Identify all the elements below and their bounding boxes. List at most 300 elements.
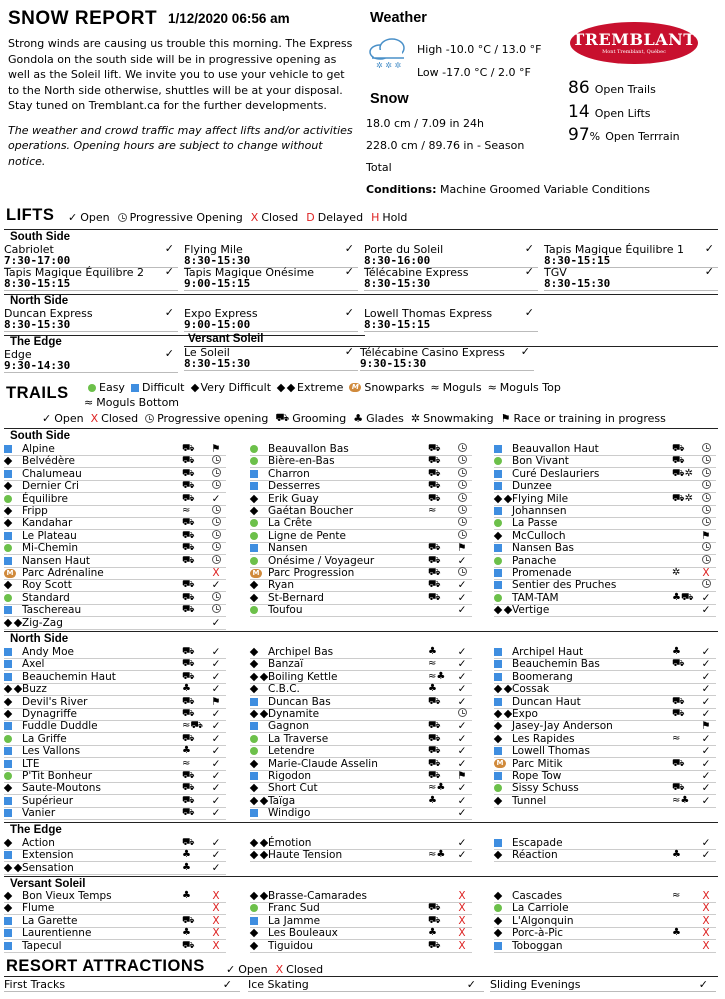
trail-item (494, 770, 716, 783)
weather-heading: Weather (370, 10, 427, 26)
trail-difficulty (4, 443, 22, 455)
trail-condition-icons: ♣ (182, 849, 191, 861)
clock-icon (700, 517, 712, 529)
trail-status: ✓ (701, 794, 711, 807)
trail-item (250, 542, 472, 555)
trail-name: Andy Moe (22, 646, 74, 658)
legend-moguls-bottom: ≈ Moguls Bottom (84, 396, 180, 409)
lift-hours: 8:30-15:30 (4, 318, 71, 331)
trail-status: ✓ (457, 579, 467, 592)
lift-name: Porte du Soleil (364, 243, 444, 256)
trail-name: Toboggan (512, 939, 563, 952)
trail-name: P'Tit Bonheur (22, 770, 93, 782)
easy-circle-icon (494, 784, 502, 792)
difficult-square-icon (4, 722, 12, 730)
trail-item (494, 579, 716, 592)
trail-difficulty (4, 646, 22, 658)
stat-number: 86 (568, 78, 590, 98)
double-diamond-icon (494, 686, 511, 692)
legend-easy: Easy (88, 381, 125, 394)
trail-difficulty (4, 915, 22, 927)
trail-item (494, 927, 716, 940)
stat-number: 14 (568, 102, 590, 122)
trail-difficulty (494, 890, 512, 902)
conditions-value: Machine Groomed Variable Conditions (439, 183, 650, 196)
trail-difficulty (494, 696, 512, 708)
trail-condition-icons: ⛟ (182, 467, 195, 479)
clock-icon (700, 468, 712, 480)
lift-item (364, 307, 538, 332)
trail-difficulty (250, 745, 268, 757)
black-diamond-icon (4, 482, 12, 490)
trail-status: ✓ (211, 646, 221, 658)
trail-name: La Crête (268, 517, 313, 530)
clock-icon (210, 468, 222, 480)
clock-icon (210, 604, 222, 616)
snow-total: Total (366, 161, 392, 174)
lift-hours: 8:30-15:30 (364, 277, 431, 290)
trail-status: ⚑ (457, 770, 467, 782)
trail-status: ✓ (701, 695, 711, 708)
status-check-icon: ✓ (344, 242, 354, 255)
trail-difficulty (250, 708, 268, 720)
legend-snowmaking: ✲ Snowmaking (410, 412, 494, 425)
trail-status: X (458, 914, 466, 927)
trail-difficulty (250, 567, 268, 579)
trail-name: Beauvallon Bas (268, 443, 349, 455)
trail-condition-icons: ⛟ (428, 720, 441, 732)
trail-difficulty (494, 567, 512, 579)
double-diamond-icon (250, 852, 267, 858)
trail-difficulty (494, 592, 512, 604)
trail-difficulty (4, 862, 22, 874)
trail-name: Toufou (268, 604, 303, 617)
clock-icon (210, 555, 222, 567)
trail-difficulty (494, 555, 512, 567)
trail-condition-icons: ♣ (672, 646, 681, 657)
trail-difficulty (250, 443, 268, 455)
difficult-square-icon (4, 917, 12, 925)
difficult-square-icon (4, 445, 12, 453)
trail-item (494, 480, 716, 493)
trail-status: ✓ (457, 745, 467, 758)
weather-low: Low -17.0 °C / 2.0 °F (417, 66, 531, 79)
trail-name: Supérieur (22, 794, 74, 807)
double-diamond-icon (4, 620, 21, 626)
trail-status: ✓ (457, 837, 467, 849)
trail-name: Taschereau (22, 604, 82, 617)
cloud-snow-icon (366, 36, 410, 72)
difficult-square-icon (250, 482, 258, 490)
status-check-icon: ✓ (704, 265, 714, 278)
trail-difficulty (250, 733, 268, 745)
difficult-square-icon (4, 606, 12, 614)
double-diamond-icon (4, 686, 21, 692)
clock-icon (700, 555, 712, 567)
grooming-icon: ⛟ (275, 411, 290, 424)
trail-name: Porc-à-Pic (512, 927, 564, 940)
trail-difficulty (494, 902, 512, 914)
trail-difficulty (494, 530, 512, 542)
black-diamond-icon (4, 710, 12, 718)
trail-status: ⚑ (211, 443, 221, 455)
trail-difficulty (494, 745, 512, 757)
trail-name: Erik Guay (268, 492, 319, 505)
trail-item (494, 890, 716, 903)
trail-difficulty (494, 505, 512, 517)
trail-name: Archipel Bas (268, 646, 334, 658)
clock-icon (210, 517, 222, 529)
lift-name: Tapis Magique Équilibre 1 (544, 243, 684, 256)
black-diamond-icon (494, 929, 502, 937)
clock-icon (700, 542, 712, 554)
trail-status: ✓ (457, 720, 467, 733)
trail-difficulty (250, 837, 268, 849)
attraction-name: First Tracks (4, 978, 66, 991)
trail-status: ✓ (211, 670, 221, 683)
trail-difficulty (250, 505, 268, 517)
trail-status: ✓ (701, 837, 711, 849)
lift-hours: 9:30-14:30 (4, 359, 71, 372)
trail-condition-icons: ⛟ (428, 770, 441, 781)
trail-name: Zig-Zag (22, 616, 63, 629)
trail-condition-icons: ⛟ (182, 542, 195, 554)
trail-item (4, 567, 226, 580)
trail-condition-icons: ⛟ (428, 567, 441, 578)
trail-condition-icons: ⛟ (428, 480, 441, 492)
trail-item (4, 455, 226, 468)
trail-name: Dernier Cri (22, 480, 79, 493)
trail-name: Brasse-Camarades (268, 890, 367, 902)
trail-status: ⚑ (701, 720, 711, 733)
difficult-square-icon (4, 470, 12, 478)
trail-difficulty (4, 770, 22, 782)
lift-item (4, 266, 178, 291)
trail-item (494, 837, 716, 850)
trail-name: Desserres (268, 480, 321, 493)
trail-item (250, 745, 472, 758)
difficult-square-icon (4, 809, 12, 817)
trail-status: X (458, 902, 466, 915)
trail-difficulty (250, 782, 268, 794)
logo-sub: Mont Tremblant, Québec (602, 49, 666, 55)
trail-difficulty (4, 807, 22, 819)
clock-icon (456, 443, 468, 455)
trail-item (250, 579, 472, 592)
lift-name: Télécabine Express (364, 266, 469, 279)
trail-name: St-Bernard (268, 591, 324, 604)
status-check-icon: ✓ (344, 345, 354, 358)
trail-difficulty (250, 696, 268, 708)
lift-item (184, 243, 358, 268)
trail-name: Gagnon (268, 720, 309, 733)
trail-difficulty (494, 493, 512, 505)
trail-item (250, 604, 472, 617)
difficult-square-icon (494, 772, 502, 780)
black-diamond-icon (494, 532, 502, 540)
easy-circle-icon (250, 457, 258, 465)
trail-name: Chalumeau (22, 467, 82, 480)
trail-difficulty (494, 782, 512, 794)
trail-name: C.B.C. (268, 683, 300, 696)
trail-item (4, 604, 226, 617)
lift-hours: 8:30-15:30 (184, 254, 251, 267)
lift-item (184, 346, 358, 371)
trail-item (494, 683, 716, 696)
trail-status: ✓ (211, 770, 221, 782)
trail-condition-icons: ⛟ (672, 455, 685, 467)
lift-name: Le Soleil (184, 346, 230, 359)
trail-item (250, 683, 472, 696)
trail-condition-icons: ⛟ (182, 837, 195, 848)
difficult-square-icon (250, 698, 258, 706)
difficult-square-icon (4, 532, 12, 540)
trail-status: X (212, 939, 220, 952)
trail-name: Belvédère (22, 455, 75, 468)
trail-status: ✓ (701, 849, 711, 862)
trail-name: Réaction (512, 849, 558, 862)
trail-difficulty (4, 604, 22, 616)
trail-difficulty (494, 837, 512, 849)
trail-difficulty (4, 708, 22, 720)
lift-hours: 8:30-15:30 (544, 277, 611, 290)
trail-difficulty (494, 671, 512, 683)
snowpark-icon: M (250, 569, 262, 578)
lift-item (4, 348, 178, 373)
trail-condition-icons: ≈⛟ (182, 720, 203, 732)
trail-difficulty (494, 542, 512, 554)
trail-item (250, 530, 472, 543)
trail-difficulty (4, 455, 22, 467)
trail-item (250, 443, 472, 456)
difficult-square-icon (4, 648, 12, 656)
trail-item (250, 902, 472, 915)
trail-item (250, 696, 472, 709)
status-check-icon: ✓ (520, 345, 530, 358)
trail-condition-icons: ♣ (182, 745, 191, 757)
difficult-square-icon (494, 470, 502, 478)
trail-condition-icons: ♣ (428, 646, 437, 657)
legend-very-difficult: Very Difficult (191, 381, 272, 394)
trail-difficulty (250, 770, 268, 782)
lift-hours: 9:00-15:00 (184, 318, 251, 331)
trail-item (494, 902, 716, 915)
trail-name: La Carriole (512, 902, 569, 915)
trail-item (250, 455, 472, 468)
trail-status: ✓ (457, 658, 467, 671)
trail-condition-icons: ⛟ (182, 670, 195, 682)
trail-name: Onésime / Voyageur (268, 554, 375, 567)
trail-item (494, 915, 716, 928)
trail-name: Letendre (268, 745, 315, 758)
lift-name: Tapis Magique Équilibre 2 (4, 266, 144, 279)
clock-icon (145, 414, 154, 423)
trail-condition-icons: ⛟ (428, 745, 441, 757)
trail-name: Archipel Haut (512, 646, 584, 658)
trails-legend-difficulty (88, 381, 561, 394)
legend-race: ⚑ Race or training in progress (500, 412, 666, 425)
trail-item (494, 542, 716, 555)
trail-item (494, 745, 716, 758)
double-diamond-icon (250, 798, 267, 804)
trail-name: Devil's River (22, 695, 88, 708)
trail-difficulty (494, 708, 512, 720)
trail-item (250, 708, 472, 721)
trail-item (494, 443, 716, 456)
trail-status: ✓ (211, 683, 221, 696)
trail-status: ✓ (457, 695, 467, 708)
trail-item (4, 795, 226, 808)
trail-name: Alpine (22, 443, 55, 455)
trail-item (494, 795, 716, 808)
easy-circle-icon (250, 445, 258, 453)
easy-circle-icon (250, 606, 258, 614)
trail-status: ✓ (701, 732, 711, 745)
difficult-square-icon (494, 698, 502, 706)
clock-icon (118, 213, 127, 222)
trail-status: ✓ (701, 683, 711, 696)
trail-condition-icons: ⛟ (182, 939, 195, 951)
divider (4, 822, 718, 823)
trail-condition-icons: ⛟ (182, 529, 195, 541)
trail-condition-icons: ⛟✲ (672, 492, 693, 504)
trail-status: ✓ (457, 757, 467, 770)
trail-name: Beauchemin Haut (22, 670, 116, 683)
clock-icon (700, 455, 712, 467)
trail-condition-icons: ⛟ (672, 658, 685, 670)
black-diamond-icon (250, 784, 258, 792)
trail-difficulty (4, 579, 22, 591)
trail-condition-icons: ≈ (182, 757, 191, 769)
trail-status: ⚑ (211, 695, 221, 708)
snow-season: 228.0 cm / 89.76 in - Season (366, 139, 525, 152)
trail-name: McCulloch (512, 529, 566, 542)
trail-item (4, 758, 226, 771)
trail-name: Franc Sud (268, 902, 320, 915)
trail-status: X (458, 939, 466, 952)
trail-condition-icons: ⛟ (428, 492, 441, 504)
trail-item (4, 708, 226, 721)
difficult-square-icon (4, 760, 12, 768)
trail-condition-icons: ✲ (672, 567, 681, 578)
lift-name: Télécabine Casino Express (360, 346, 505, 359)
legend-closed: X Closed (90, 412, 139, 425)
divider (4, 428, 718, 429)
trail-condition-icons: ⛟ (428, 443, 441, 454)
trail-condition-icons: ⛟ (182, 782, 195, 794)
trail-item (4, 837, 226, 850)
lifts-section-north: North Side (10, 295, 69, 307)
trail-name: Beauvallon Haut (512, 443, 599, 455)
clock-icon (700, 493, 712, 505)
trail-status: ✓ (211, 807, 221, 820)
easy-circle-icon (4, 594, 12, 602)
double-diamond-icon (250, 674, 267, 680)
difficult-square-icon (494, 648, 502, 656)
trail-name: Windigo (268, 807, 311, 820)
trail-status: ✓ (211, 720, 221, 733)
trail-item (4, 683, 226, 696)
trail-item (4, 468, 226, 481)
trail-name: Buzz (22, 683, 47, 696)
legend-open: ✓ Open (68, 211, 110, 224)
trail-condition-icons: ⛟ (428, 902, 441, 914)
trail-difficulty (494, 795, 512, 807)
black-diamond-icon (190, 383, 198, 391)
trail-status: X (702, 927, 710, 940)
trail-status: X (702, 902, 710, 915)
trail-difficulty (250, 758, 268, 770)
trail-difficulty (4, 927, 22, 939)
difficult-square-icon (494, 482, 502, 490)
trail-condition-icons: ⛟ (182, 480, 195, 492)
trail-difficulty (250, 555, 268, 567)
trail-condition-icons: ⛟ (182, 794, 195, 806)
difficult-square-icon (494, 747, 502, 755)
trails-legend-moguls-bottom (84, 396, 179, 409)
trail-condition-icons: ⛟ (428, 732, 441, 744)
trail-name: Haute Tension (268, 849, 343, 862)
trail-difficulty (4, 890, 22, 902)
trail-item (494, 849, 716, 862)
easy-circle-icon (4, 735, 12, 743)
trail-difficulty (250, 455, 268, 467)
clock-icon (456, 468, 468, 480)
clock-icon (456, 530, 468, 542)
trail-item (494, 658, 716, 671)
trail-status: ✓ (211, 861, 221, 874)
trail-item (4, 530, 226, 543)
trail-name: Bon Vieux Temps (22, 890, 112, 902)
trail-condition-icons: ♣ (182, 861, 191, 873)
trail-status: ✓ (701, 745, 711, 758)
snowflake-icon: ✲ (410, 412, 421, 425)
trail-name: Extension (22, 849, 74, 862)
trail-item (250, 782, 472, 795)
lift-item (184, 266, 358, 291)
trail-difficulty (4, 617, 22, 629)
trail-status: ✓ (701, 658, 711, 671)
trail-status: ✓ (457, 604, 467, 617)
trail-difficulty (4, 745, 22, 757)
black-diamond-icon (4, 904, 12, 912)
trail-condition-icons: ⛟ (428, 939, 441, 951)
trail-item (250, 849, 472, 862)
status-check-icon: ✓ (524, 265, 534, 278)
trail-condition-icons: ♣ (182, 683, 191, 695)
trail-difficulty (494, 733, 512, 745)
trail-item (250, 658, 472, 671)
double-diamond-icon (494, 607, 511, 613)
trail-name: Ryan (268, 579, 295, 592)
trail-item (4, 646, 226, 659)
trail-status: X (212, 927, 220, 940)
trail-condition-icons: ⛟ (428, 455, 441, 467)
legend-extreme: Extreme (277, 381, 343, 394)
black-diamond-icon (250, 685, 258, 693)
trail-difficulty (494, 849, 512, 861)
stat-label: Open Lifts (594, 107, 651, 120)
trail-item (4, 720, 226, 733)
trail-condition-icons: ⛟ (428, 757, 441, 769)
trail-condition-icons: ⛟ (182, 604, 195, 616)
trail-item (494, 671, 716, 684)
status-check-icon: ✓ (164, 242, 174, 255)
trail-status: ✓ (211, 837, 221, 849)
trail-condition-icons: ♣ (672, 849, 681, 861)
lifts-section-south: South Side (10, 231, 71, 243)
trail-condition-icons: ♣ (428, 794, 437, 806)
